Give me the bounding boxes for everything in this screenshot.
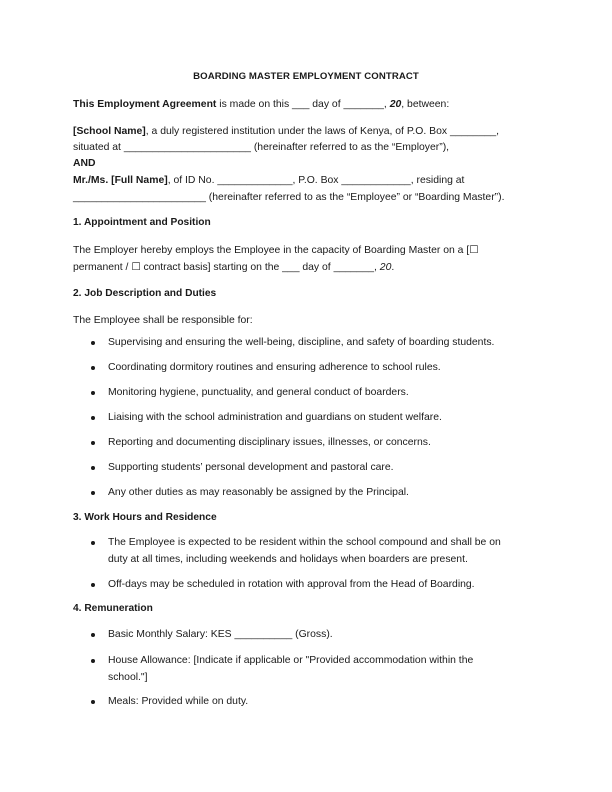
duty-list-item: Supervising and ensuring the well-being, discipline, and safety of boarding students. <box>108 334 494 351</box>
agreement-label: This Employment Agreement <box>73 99 217 110</box>
employee-line-1: Mr./Ms. [Full Name], of ID No. _____________, P.O. Box ____________, residing at <box>73 175 465 186</box>
residence-list-item: Off-days may be scheduled in rotation with approval from the Head of Boarding. <box>108 576 475 593</box>
employer-line-2: situated at ______________________ (hereinafter referred to as the “Employer”), <box>73 142 450 153</box>
and-separator: AND <box>73 158 96 169</box>
remuneration-list-item: Basic Monthly Salary: KES __________ (Gross). <box>108 626 333 643</box>
duty-list-item: Coordinating dormitory routines and ensuring adherence to school rules. <box>108 359 441 376</box>
employer-line-1: [School Name], a duly registered institution under the laws of Kenya, of P.O. Box ________, <box>73 126 500 137</box>
section-4-heading: 4. Remuneration <box>73 603 153 614</box>
section-1-line-1: The Employer hereby employs the Employee in the capacity of Boarding Master on a [☐ <box>73 245 479 256</box>
section-1-line-2: permanent / ☐ contract basis] starting on the ___ day of _______, 20. <box>73 262 395 273</box>
section-2-heading: 2. Job Description and Duties <box>73 288 217 299</box>
remuneration-list-item: Meals: Provided while on duty. <box>108 693 248 710</box>
section-3-heading: 3. Work Hours and Residence <box>73 512 217 523</box>
residence-list-item-continued: duty at all times, including weekends and holidays when boarders are present. <box>108 554 468 565</box>
employee-name-placeholder: Mr./Ms. [Full Name] <box>73 175 168 186</box>
employee-line-2: _______________________ (hereinafter referred to as the “Employee” or “Boarding Master”). <box>73 192 505 203</box>
duty-list-item: Any other duties as may reasonably be assigned by the Principal. <box>108 484 409 501</box>
remuneration-list-item-continued: school."] <box>108 672 148 683</box>
duty-list-item: Supporting students’ personal development and pastoral care. <box>108 459 394 476</box>
remuneration-list-item: House Allowance: [Indicate if applicable or "Provided accommodation within the <box>108 652 473 669</box>
duty-list-item: Monitoring hygiene, punctuality, and general conduct of boarders. <box>108 384 409 401</box>
section-1-heading: 1. Appointment and Position <box>73 217 211 228</box>
duty-list-item: Liaising with the school administration and guardians on student welfare. <box>108 409 442 426</box>
section-2-lead: The Employee shall be responsible for: <box>73 315 253 326</box>
school-name-placeholder: [School Name] <box>73 126 146 137</box>
document-title: BOARDING MASTER EMPLOYMENT CONTRACT <box>193 71 419 82</box>
duty-list-item: Reporting and documenting disciplinary issues, illnesses, or concerns. <box>108 434 431 451</box>
agreement-intro: This Employment Agreement is made on this ___ day of _______, 20, between: <box>73 99 450 110</box>
residence-list-item: The Employee is expected to be resident within the school compound and shall be on <box>108 534 501 551</box>
